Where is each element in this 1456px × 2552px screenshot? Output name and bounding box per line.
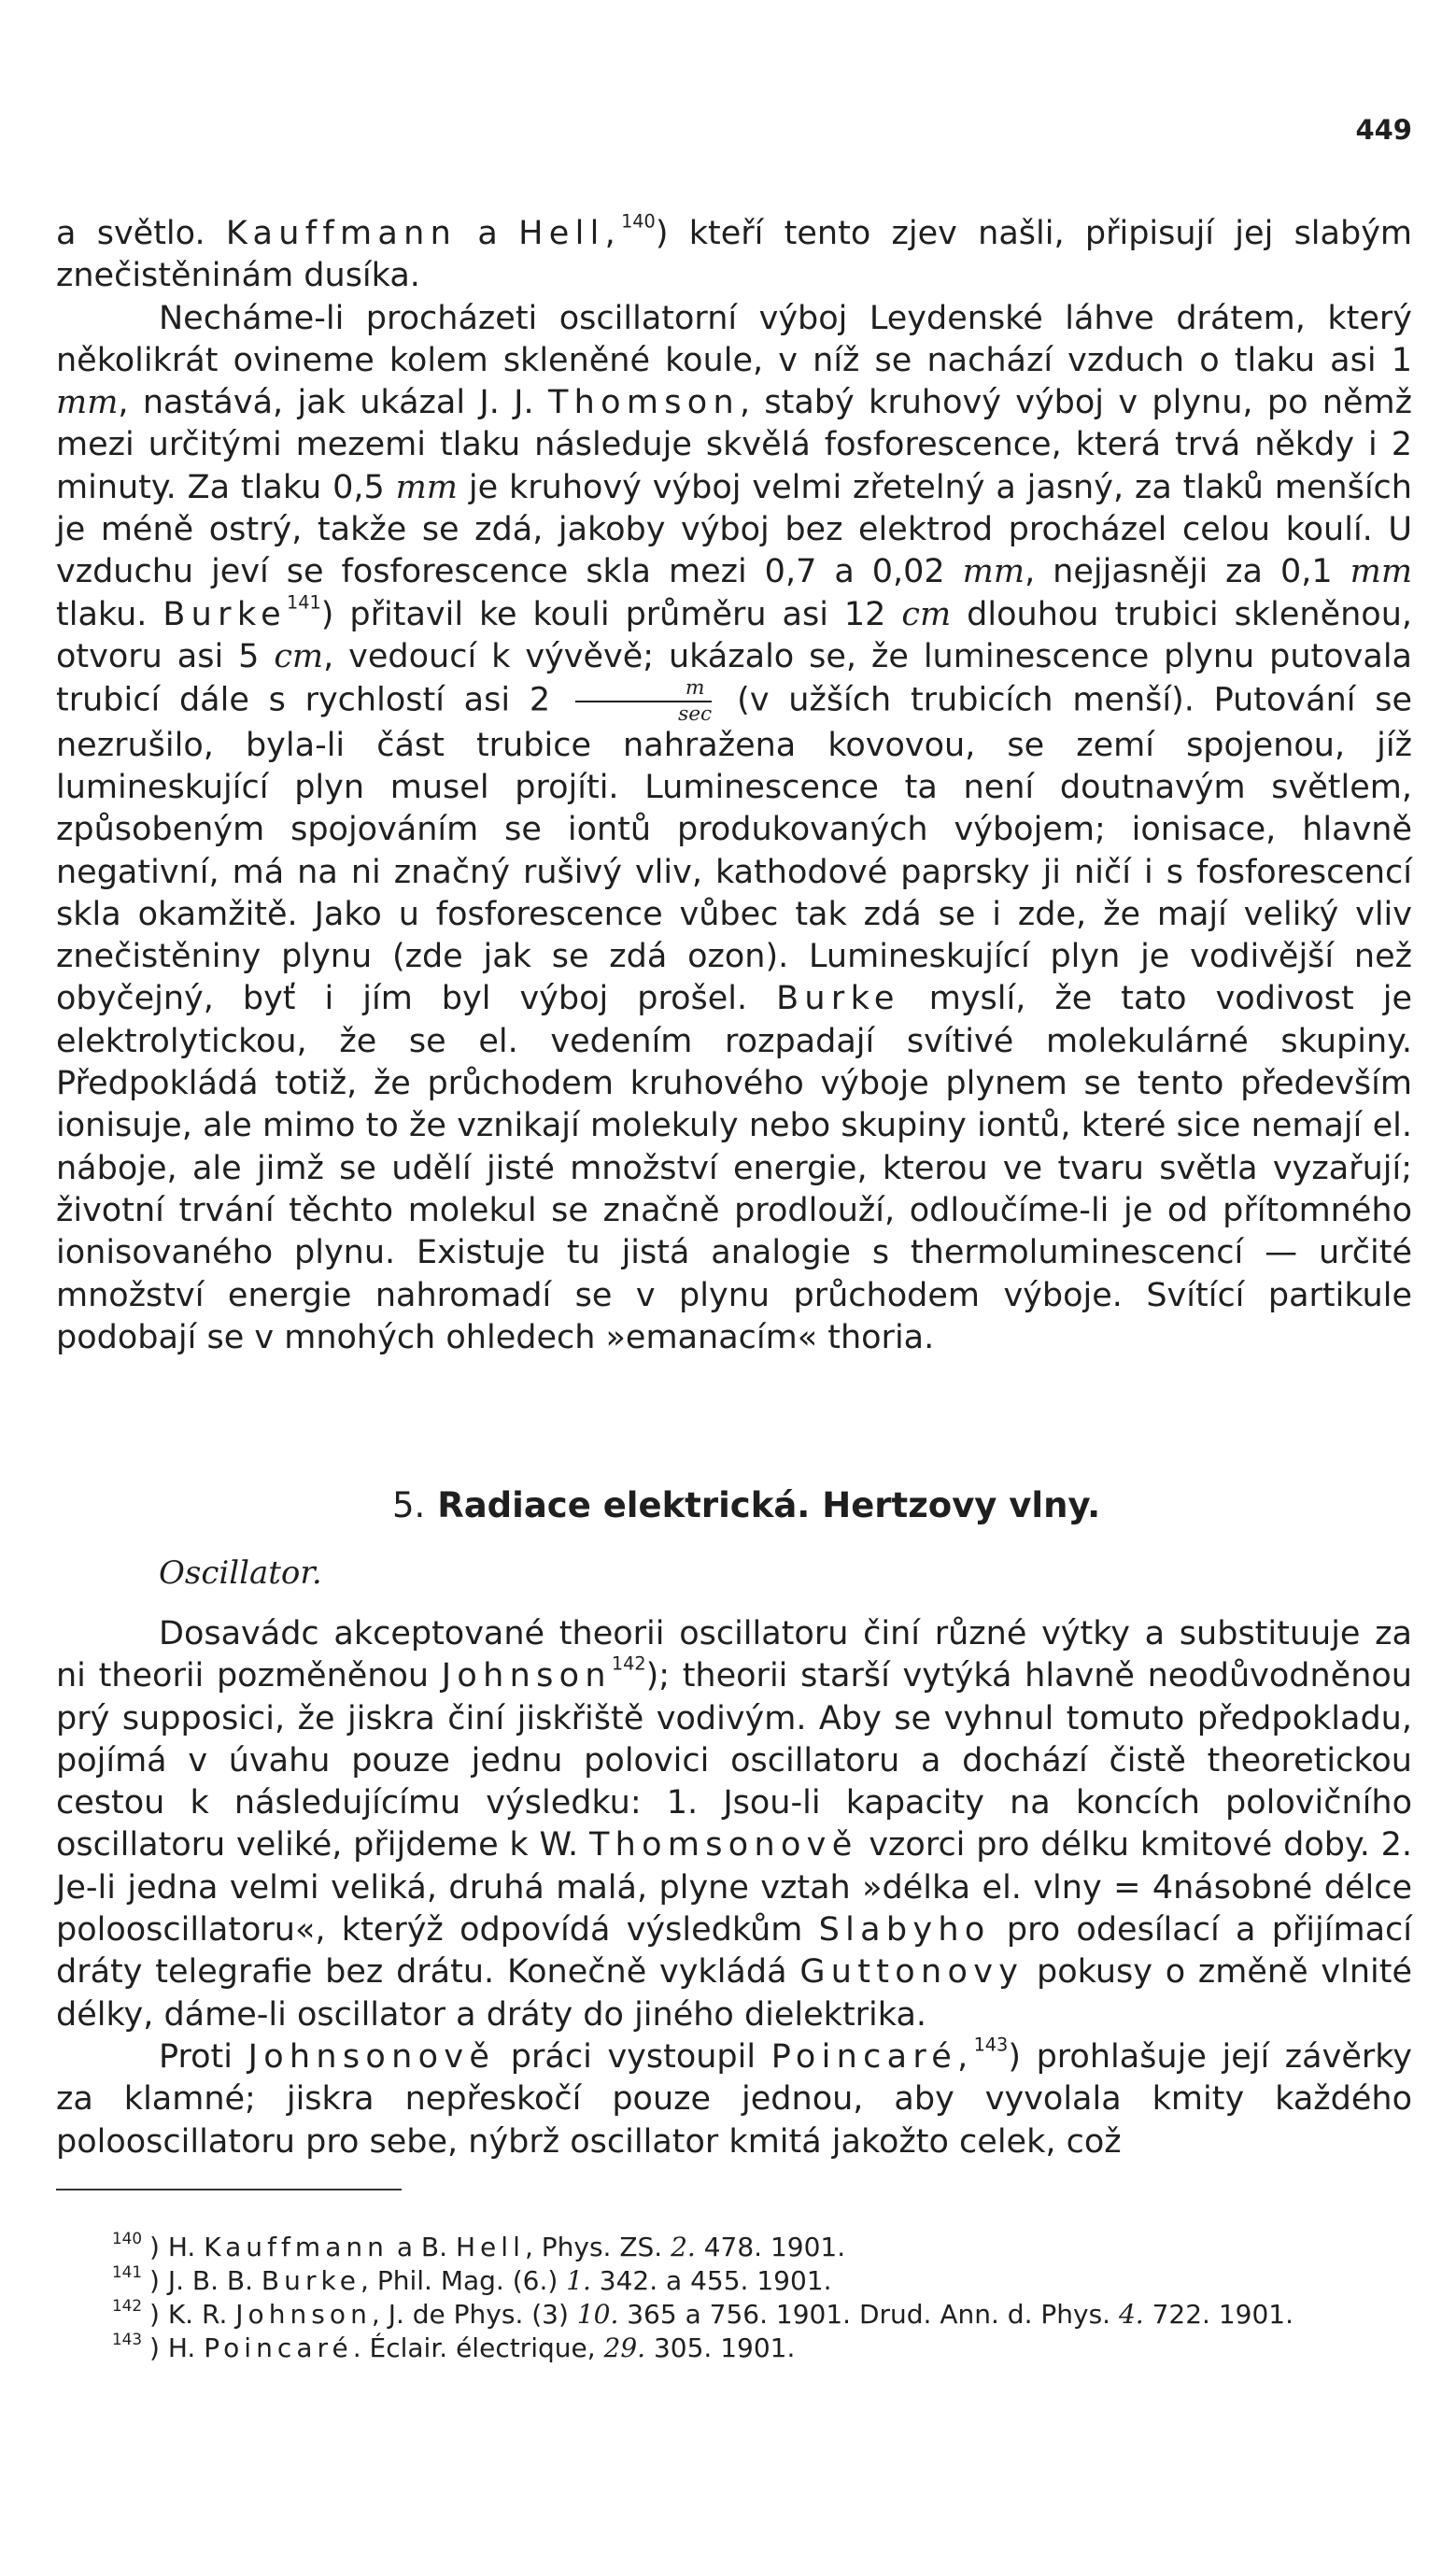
footnote: 140 ) H. Kauffmann a B. Hell, Phys. ZS. 2. 478. 1901. <box>112 2228 846 2262</box>
paragraph: Necháme-li procházeti oscillatorní výboj Leydenské láhve drátem, který několikrát ovineme kolem skleněné koule, v níž se nachází vzduch o tlaku asi 1 mm, nastává, jak ukázal J. J. Thomson, stabý kruhový výboj v plynu, po němž mezi určitými mezemi tlaku následuje skvělá fosforescence, která trvá někdy i 2 minuty. Za tlaku 0,5 mm je kruhový výboj velmi zřetelný a jasný, za tlaků menších je méně ostrý, takže se zdá, jakoby výboj bez elektrod procházel celou koulí. U vzduchu jeví se fosforescence skla mezi 0,7 a 0,02 mm, nejjasněji za 0,1 mm tlaku. Burke$^{141}$) přitavil ke kouli průměru asi 12 cm dlouhou trubici skleněnou, otvoru asi 5 cm, vedoucí k vývěvě; ukázalo se, že luminescence plynu putovala trubicí dále s rychlostí asi 2 $\frac{m}{\sec}$ (v užších trubicích menší). Putování se nezrušilo, byla-li část trubice nahražena kovovou, se zemí spojenou, jíž lumineskující plyn musel projíti. Luminescence ta není doutnavým světlem, způsobeným spojováním se iontů produkovaných výbojem; ionisace, hlavně negativní, má na ni značný rušivý vliv, kathodové paprsky ji ničí i s fosforescencí skla okamžitě. Jako u fosforescence vůbec tak zdá se i zde, že mají veliký vliv znečistěniny plynu (zde jak se zdá ozon). Lumineskující plyn je vodivější než obyčejný, byť i jím byl výboj prošel. Burke myslí, že tato vodivost je elektrolytickou, že se el. vedením rozpadají svítivé molekulárné skupiny. Předpokládá totiž, že průchodem kruhového výboje plynem se tento především ionisuje, ale mimo to že vznikají molekuly nebo skupiny iontů, které sice nemají el. náboje, ale jimž se udělí jisté množství energie, kterou ve tvaru světla vyzařují; životní trvání těchto molekul se značně prodlouží, odloučíme-li je od přítomného ionisovaného plynu. Existuje tu jistá analogie s thermoluminescencí — určité množství energie nahromadí se v plynu průchodem výboje. Svítící partikule podobají se v mnohých ohledech »emanacím« thoria. <box>56 299 1413 1356</box>
author-name: Burke <box>163 595 288 633</box>
author-name: Johnson <box>441 1657 612 1695</box>
author-name: Kauffmann <box>225 215 458 252</box>
footnote-ref: 141 <box>287 591 321 614</box>
unit: mm <box>1350 553 1413 591</box>
unit: mm <box>962 553 1025 591</box>
author-name: Slabyho <box>818 1911 991 1949</box>
author-name: Burke <box>776 980 900 1018</box>
author-name: Hell, <box>518 215 622 252</box>
unit: cm <box>901 595 952 633</box>
author-name: Thomson <box>547 384 740 422</box>
footnote-ref: 140 <box>621 210 656 233</box>
paragraph: Dosavádc akceptované theorii oscillatoru činí různé výtky a substituuje za ni theorii pozměněnou Johnson$^{142}$); theorii starší vytýká hlavně neodůvodněnou prý supposici, že jiskra činí jiskřiště vodivým. Aby se vyhnul tomuto předpokladu, pojímá v úvahu pouze jednu polovici oscillatoru a dochází čistě theoretickou cestou k následujícímu výsledku: 1. Jsou-li kapacity na koncích polovičního oscillatoru veliké, přijdeme k W. Thomsonově vzorci pro délku kmitové doby. 2. Je-li jedna velmi veliká, druhá malá, plyne vztah »délka el. vlny = 4násobné délce polooscillatoru«, kterýž odpovídá výsledkům Slabyho pro odesílací a přijímací dráty telegrafie bez drátu. Konečně vykládá Guttonovy pokusy o změně vlnité délky, dáme-li oscillator a dráty do jiného dielektrika. <box>56 1615 1413 2034</box>
footnote: 143 ) H. Poincaré. Éclair. électrique, 29. 305. 1901. <box>112 2329 796 2363</box>
page-number: 449 <box>1355 114 1412 146</box>
footnote: 141 ) J. B. B. Burke, Phil. Mag. (6.) 1. 342. a 455. 1901. <box>112 2261 832 2296</box>
unit: mm <box>56 384 119 422</box>
body-text-lower <box>56 1613 1412 2163</box>
body-text-upper <box>56 210 1413 1359</box>
footnote-ref: 142 <box>611 1652 646 1675</box>
author-name: Thomsonově <box>588 1826 858 1864</box>
paragraph: a světlo. Kauffmann a Hell,$^{140}$) kteří tento zjev našli, připisují jej slabým znečistěninám dusíka. <box>56 210 1413 295</box>
velocity-fraction: $\frac{m}{\sec}$ <box>575 678 713 724</box>
section-heading: 5. Radiace elektrická. Hertzovy vlny. <box>392 1485 1101 1525</box>
footnote-ref: 143 <box>973 2034 1009 2056</box>
paragraph: Proti Johnsonově práci vystoupil Poincaré,$^{143}$) prohlašuje její závěrky za klamné; jiskra nepřeskočí pouze jednou, aby vyvolala kmity každého polooscillatoru pro sebe, nýbrž oscillator kmitá jakožto celek, což <box>56 2034 1412 2161</box>
unit: cm <box>274 637 324 675</box>
footnote: 142 ) K. R. Johnson, J. de Phys. (3) 10. 365 a 756. 1901. Drud. Ann. d. Phys. 4. 722. 1901. <box>112 2295 1293 2330</box>
margin-note: Oscillator. <box>159 1554 322 1592</box>
author-name: Guttonovy <box>799 1953 1025 1992</box>
footnote-divider <box>56 2189 402 2190</box>
footnotes <box>56 2228 1412 2365</box>
author-name: Poincaré, <box>770 2037 974 2076</box>
unit: mm <box>395 468 458 506</box>
author-name: Johnsonově <box>247 2037 496 2076</box>
